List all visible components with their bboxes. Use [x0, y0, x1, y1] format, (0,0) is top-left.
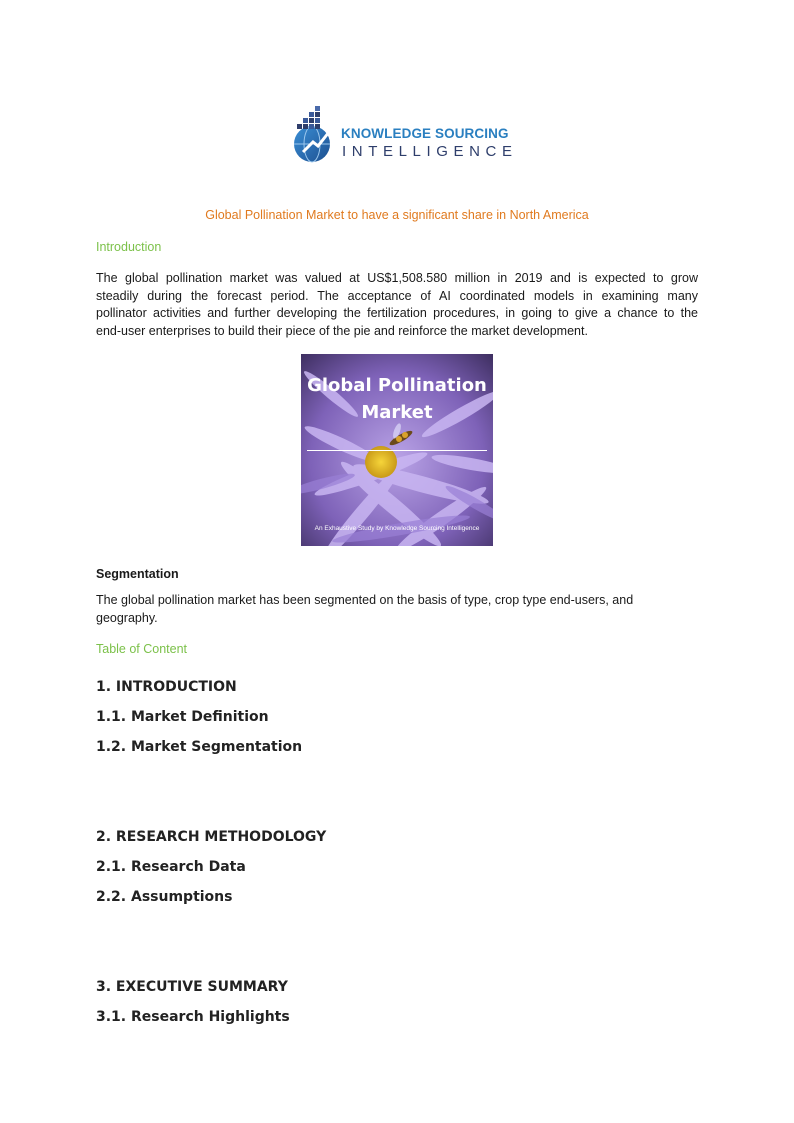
toc-entry: 2.2. Assumptions [96, 889, 233, 905]
segmentation-heading: Segmentation [96, 567, 179, 581]
introduction-paragraph [96, 270, 698, 341]
segmentation-paragraph [96, 592, 698, 627]
toc-entry: 3. EXECUTIVE SUMMARY [96, 979, 288, 995]
toc-entry: 1.2. Market Segmentation [96, 739, 303, 755]
report-cover-image [301, 354, 493, 546]
logo-text-secondary: INTELLIGENCE [342, 143, 518, 160]
cover-divider [307, 450, 487, 451]
paragraph-line: geography. [96, 610, 158, 625]
cover-title [301, 372, 493, 426]
company-logo [289, 104, 518, 166]
cover-title-line: Market [361, 402, 433, 423]
paragraph-line: pollinator activities and further developing the fertilization procedures, in going to give a chance to the [96, 306, 698, 321]
paragraph-line: The global pollination market has been segmented on the basis of type, crop type end-users, and [96, 593, 634, 607]
globe-bar-chart-arrow-icon [289, 104, 341, 166]
cover-subtitle: An Exhaustive Study by Knowledge Sourcing Intelligence [314, 525, 480, 532]
toc-entry: 1.1. Market Definition [96, 709, 269, 725]
toc-entry: 2. RESEARCH METHODOLOGY [96, 829, 327, 845]
introduction-heading: Introduction [96, 240, 162, 254]
toc-entry: 3.1. Research Highlights [96, 1009, 290, 1025]
paragraph-line: steadily during the forecast period. The acceptance of AI coordinated models in examining many [96, 288, 698, 303]
paragraph-line: The global pollination market was valued at US$1,508.580 million in 2019 and is expected to grow [96, 271, 698, 285]
toc-entry: 1. INTRODUCTION [96, 679, 237, 695]
cover-title-line: Global Pollination [307, 375, 487, 396]
page-headline: Global Pollination Market to have a significant share in North America [205, 208, 589, 222]
toc-heading: Table of Content [96, 642, 188, 656]
logo-text-primary: KNOWLEDGE SOURCING [341, 126, 509, 141]
toc-entry: 2.1. Research Data [96, 859, 246, 875]
paragraph-line: end-user enterprises to build their piece of the pie and reinforce the market development. [96, 324, 588, 339]
